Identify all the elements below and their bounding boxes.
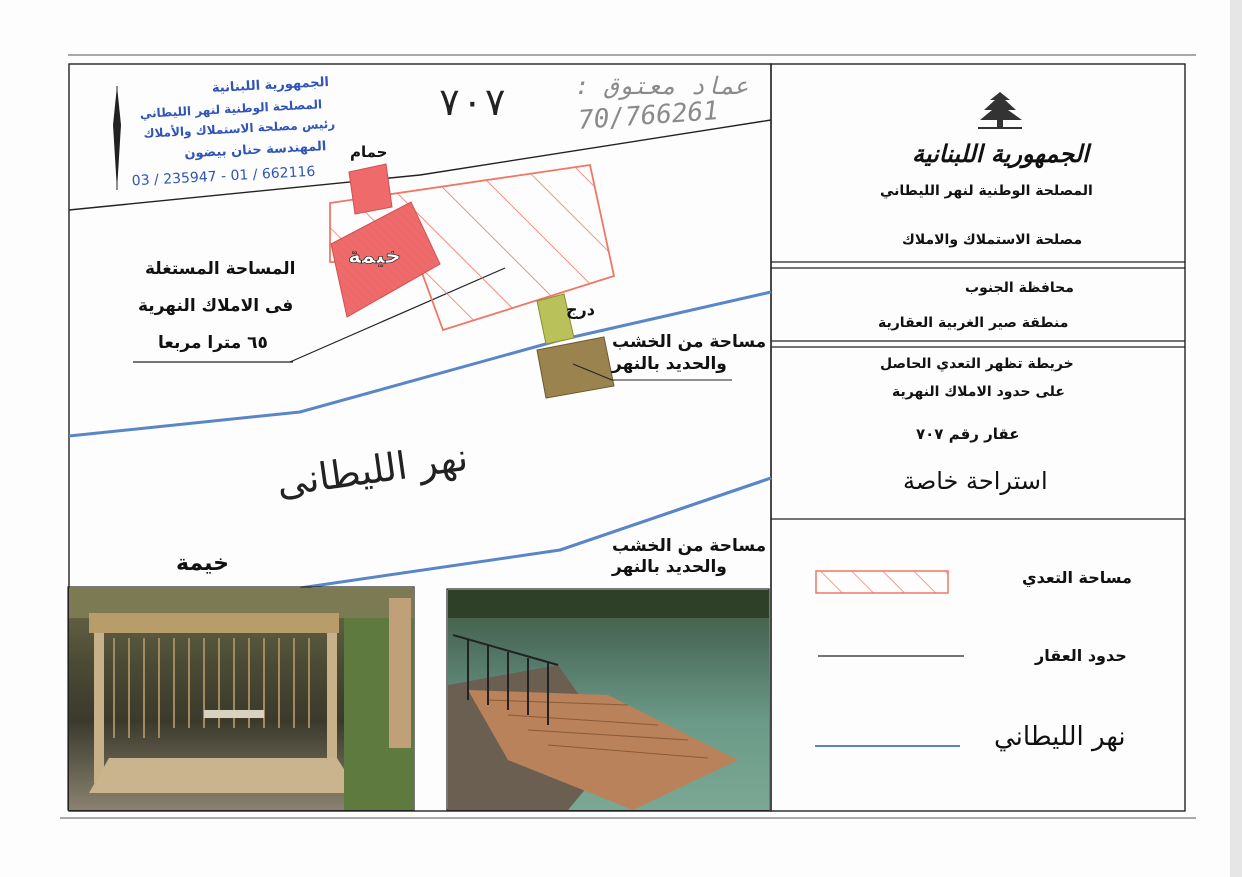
wood-area-line2: والحديد بالنهر <box>612 354 727 374</box>
encroached-area-sub: فى الاملاك النهرية <box>138 296 294 316</box>
encroached-area-title: المساحة المستغلة <box>145 259 296 279</box>
legend-boundary-label: حدود العقار <box>1035 646 1127 665</box>
photo-label-tent: خيمة <box>176 551 229 576</box>
legend-river-label: نهر الليطاني <box>994 722 1126 752</box>
tb-authority: المصلحة الوطنية لنهر الليطاني <box>880 183 1093 199</box>
label-stairs: درج <box>566 300 595 319</box>
north-arrow-icon <box>113 86 121 190</box>
wood-area-line1: مساحة من الخشب <box>612 332 767 352</box>
legend-encroachment-swatch <box>816 571 948 593</box>
tb-republic: الجمهورية اللبنانية <box>912 140 1089 168</box>
river-name: نهر الليطانى <box>273 434 471 506</box>
tb-map-title-2: على حدود الاملاك النهرية <box>892 384 1065 400</box>
photo-label-wood-line2: والحديد بالنهر <box>612 557 727 577</box>
parcel-number-top: ٧٠٧ <box>438 80 507 124</box>
stamp-line1: الجمهورية اللبنانية <box>211 74 330 97</box>
tb-map-title-1: خريطة تظهر التعدي الحاصل <box>880 356 1074 372</box>
stamp-line2: المصلحة الوطنية لنهر الليطاني <box>139 97 323 121</box>
tb-governorate: محافظة الجنوب <box>965 280 1074 296</box>
photo-wood-deck <box>448 590 769 810</box>
legend-encroachment-label: مساحة التعدي <box>1022 568 1132 587</box>
encroached-area-value: ٦٥ مترا مربعا <box>158 333 268 353</box>
bathroom-block <box>349 164 392 214</box>
tb-region: منطقة صير الغربية العقارية <box>878 315 1069 331</box>
stamp-line3: رئيس مصلحة الاستملاك والأملاك <box>143 116 336 141</box>
tb-department: مصلحة الاستملاك والاملاك <box>902 232 1083 248</box>
stamp-line4: المهندسة حنان بيضون <box>184 139 327 162</box>
handwritten-name: عماد معتوق : <box>575 72 749 100</box>
official-stamp <box>125 71 342 217</box>
stamp-phone: 03 / 235947 - 01 / 662116 <box>131 163 316 190</box>
wood-deck-block <box>537 337 614 398</box>
handwritten-phone: 70/766261 <box>577 96 720 136</box>
tb-parcel: عقار رقم ٧٠٧ <box>916 425 1020 443</box>
label-bathroom: حمام <box>350 143 388 161</box>
cedar-emblem-icon <box>978 92 1022 128</box>
tb-usage: استراحة خاصة <box>903 467 1048 495</box>
photo-label-wood-line1: مساحة من الخشب <box>612 536 767 556</box>
label-tent: خيمة <box>348 244 401 269</box>
photo-tent <box>69 588 414 810</box>
